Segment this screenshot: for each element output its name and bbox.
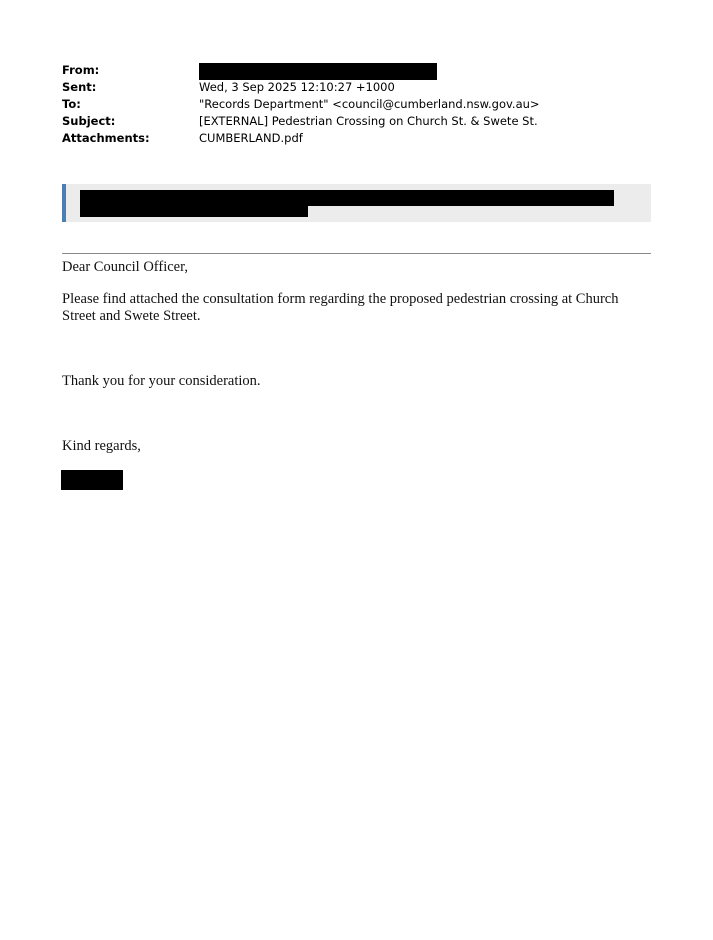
attachments-row <box>62 130 662 147</box>
thanks-text: Thank you for your consideration. <box>62 373 261 389</box>
attachment-filename: CUMBERLAND.pdf <box>199 131 303 145</box>
sent-label: Sent: <box>62 80 97 94</box>
to-label: To: <box>62 97 81 111</box>
signature-redacted-block <box>61 470 123 490</box>
body-paragraph: Please find attached the consultation form regarding the proposed pedestrian crossing at Church Street and Swete Street. <box>62 291 619 324</box>
subject-row <box>62 113 662 130</box>
to-row <box>62 96 662 113</box>
header-divider <box>62 253 651 254</box>
from-label: From: <box>62 63 100 77</box>
greeting-text: Dear Council Officer, <box>62 259 188 275</box>
to-value: "Records Department" <council@cumberland.nsw.gov.au> <box>199 97 540 111</box>
subject-value: [EXTERNAL] Pedestrian Crossing on Church St. & Swete St. <box>199 114 538 128</box>
email-header <box>62 62 662 147</box>
subject-label: Subject: <box>62 114 116 128</box>
sent-row <box>62 79 662 96</box>
signoff-text: Kind regards, <box>62 438 141 454</box>
banner-redacted-block <box>80 204 308 217</box>
sent-value: Wed, 3 Sep 2025 12:10:27 +1000 <box>199 80 395 94</box>
external-warning-banner <box>62 184 651 222</box>
from-row <box>62 62 662 79</box>
from-redacted-block <box>199 63 437 80</box>
attachments-label: Attachments: <box>62 131 150 145</box>
